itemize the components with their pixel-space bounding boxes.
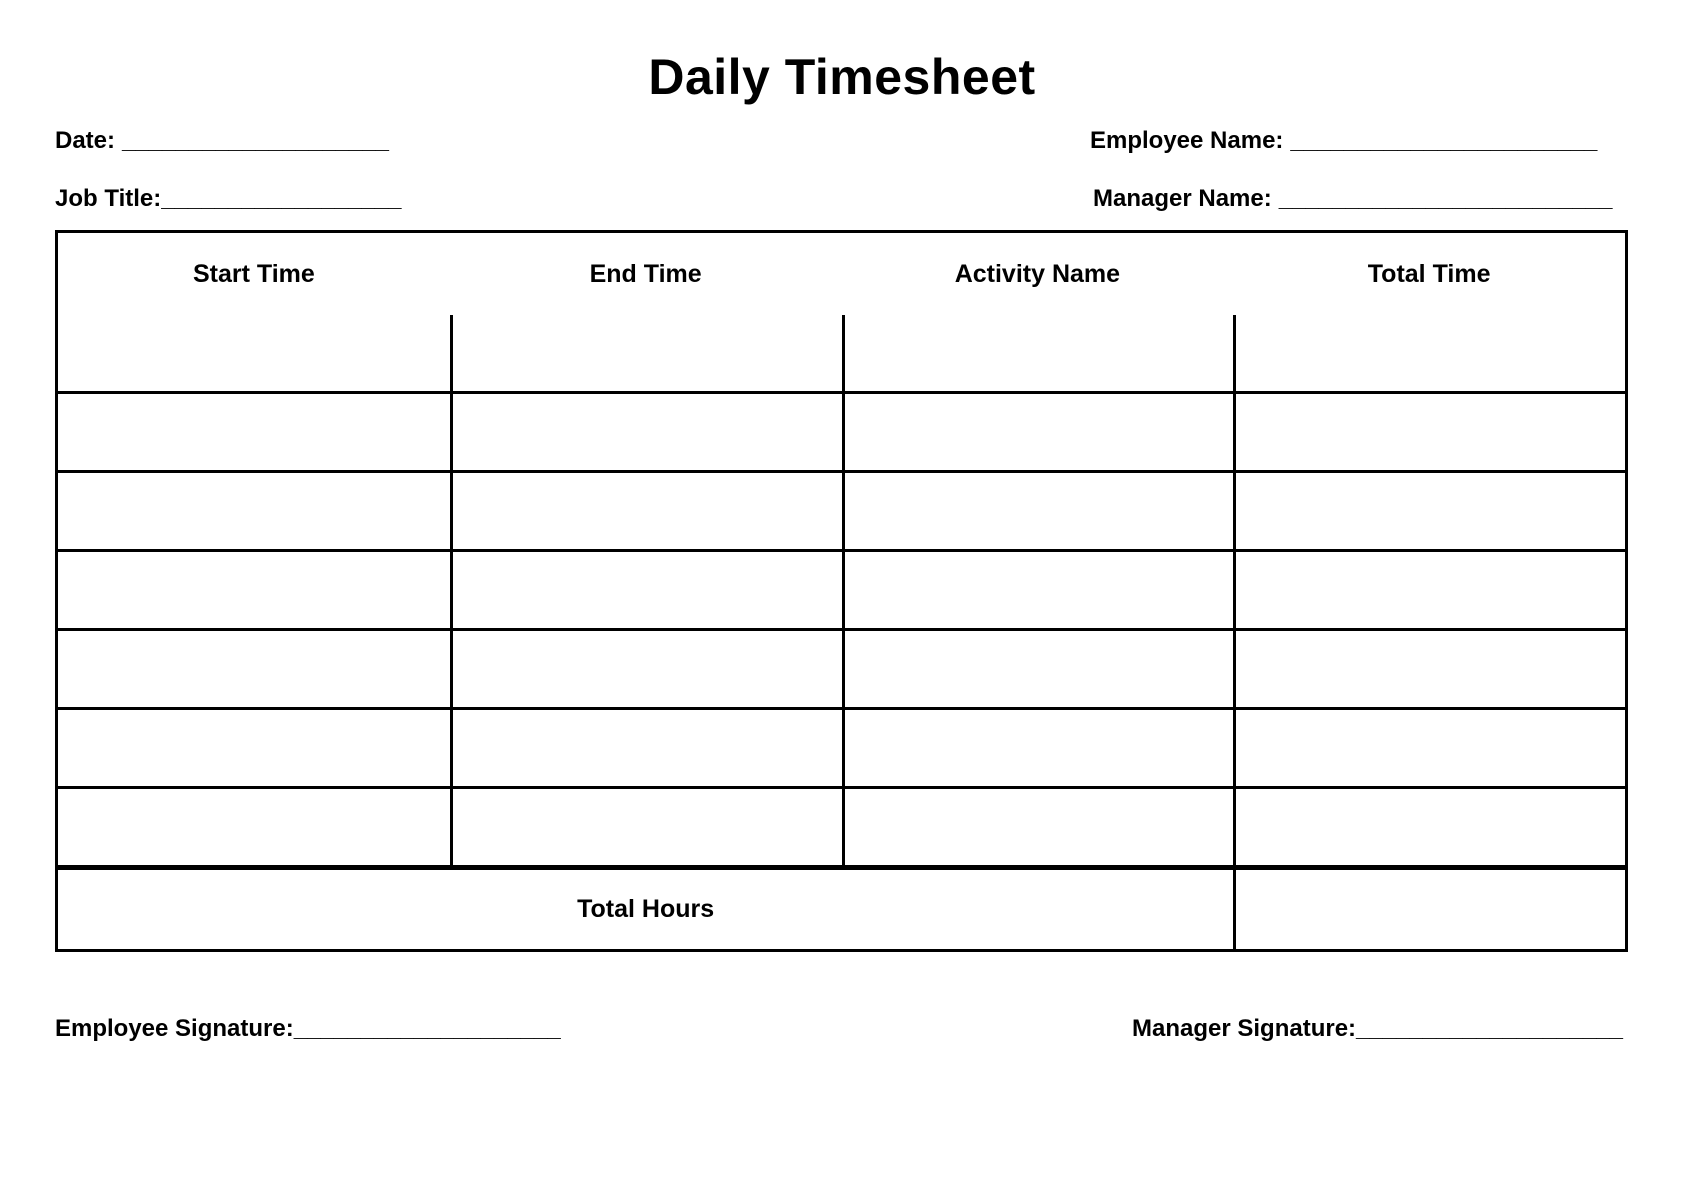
timesheet-row bbox=[58, 710, 1625, 789]
date-blank-line[interactable]: ____________________ bbox=[122, 127, 389, 154]
table-body bbox=[58, 315, 1625, 865]
cell-activity-name[interactable] bbox=[842, 394, 1234, 470]
cell-activity-name[interactable] bbox=[842, 473, 1234, 549]
header-activity-name: Activity Name bbox=[954, 259, 1121, 288]
table-header-row bbox=[58, 233, 1625, 315]
cell-end-time[interactable] bbox=[450, 394, 842, 470]
cell-total-time[interactable] bbox=[1233, 473, 1625, 549]
cell-end-time[interactable] bbox=[450, 789, 842, 865]
page-title: Daily Timesheet bbox=[648, 49, 1036, 105]
manager-signature-field bbox=[1132, 1014, 1623, 1043]
header-end-time: End Time bbox=[589, 259, 702, 288]
cell-start-time[interactable] bbox=[58, 473, 450, 549]
timesheet-row bbox=[58, 315, 1625, 394]
cell-start-time[interactable] bbox=[58, 315, 450, 391]
manager-name-label: Manager Name: bbox=[1093, 185, 1272, 212]
cell-total-time[interactable] bbox=[1233, 710, 1625, 786]
cell-activity-name[interactable] bbox=[842, 631, 1234, 707]
timesheet-row bbox=[58, 631, 1625, 710]
cell-start-time[interactable] bbox=[58, 710, 450, 786]
job-title-label: Job Title: bbox=[55, 185, 162, 212]
cell-end-time[interactable] bbox=[450, 552, 842, 628]
manager-signature-blank-line[interactable]: ____________________ bbox=[1356, 1015, 1623, 1042]
employee-signature-field bbox=[55, 1014, 561, 1043]
manager-name-blank-line[interactable]: _________________________ bbox=[1278, 185, 1613, 212]
timesheet-row bbox=[58, 473, 1625, 552]
employee-signature-label: Employee Signature: bbox=[55, 1015, 294, 1042]
cell-total-time[interactable] bbox=[1233, 631, 1625, 707]
job-title-field bbox=[55, 184, 402, 213]
cell-total-time[interactable] bbox=[1233, 789, 1625, 865]
cell-start-time[interactable] bbox=[58, 789, 450, 865]
manager-signature-label: Manager Signature: bbox=[1132, 1015, 1357, 1042]
employee-signature-blank-line[interactable]: ____________________ bbox=[293, 1015, 561, 1042]
job-title-blank-line[interactable]: __________________ bbox=[161, 185, 402, 212]
date-field bbox=[55, 126, 389, 155]
cell-total-time[interactable] bbox=[1233, 315, 1625, 391]
cell-total-time[interactable] bbox=[1233, 394, 1625, 470]
timesheet-row bbox=[58, 789, 1625, 865]
timesheet-table bbox=[55, 230, 1628, 952]
table-footer-row bbox=[58, 865, 1625, 949]
cell-activity-name[interactable] bbox=[842, 710, 1234, 786]
cell-start-time[interactable] bbox=[58, 631, 450, 707]
cell-activity-name[interactable] bbox=[842, 552, 1234, 628]
cell-start-time[interactable] bbox=[58, 394, 450, 470]
header-start-time: Start Time bbox=[192, 259, 315, 288]
cell-end-time[interactable] bbox=[450, 315, 842, 391]
cell-end-time[interactable] bbox=[450, 710, 842, 786]
manager-name-field bbox=[1093, 184, 1612, 213]
timesheet-row bbox=[58, 394, 1625, 473]
cell-activity-name[interactable] bbox=[842, 789, 1234, 865]
cell-start-time[interactable] bbox=[58, 552, 450, 628]
employee-name-label: Employee Name: bbox=[1090, 127, 1284, 154]
cell-end-time[interactable] bbox=[450, 473, 842, 549]
total-hours-label-cell bbox=[58, 870, 1233, 949]
employee-name-blank-line[interactable]: _______________________ bbox=[1290, 127, 1598, 154]
total-hours-value-cell[interactable] bbox=[1233, 870, 1625, 949]
header-total-time: Total Time bbox=[1367, 259, 1491, 288]
cell-end-time[interactable] bbox=[450, 631, 842, 707]
cell-activity-name[interactable] bbox=[842, 315, 1234, 391]
timesheet-row bbox=[58, 552, 1625, 631]
total-hours-label: Total Hours bbox=[577, 895, 715, 923]
cell-total-time[interactable] bbox=[1233, 552, 1625, 628]
date-label: Date: bbox=[55, 127, 116, 154]
employee-name-field bbox=[1090, 126, 1597, 155]
